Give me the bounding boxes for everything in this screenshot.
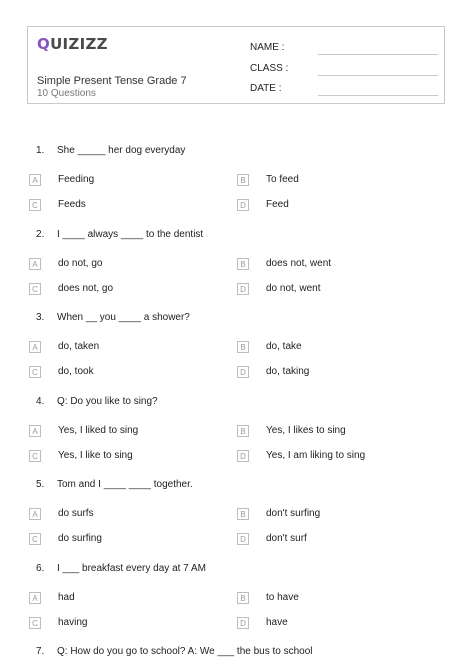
option-text: Yes, I liked to sing [58, 424, 139, 436]
option-letter-box[interactable]: C [29, 450, 41, 462]
option-text: do, take [266, 341, 302, 352]
option-text: do not, went [266, 282, 321, 294]
option-text: don't surf [266, 533, 307, 544]
question-text: When __ you ____ a shower? [57, 312, 190, 323]
option-letter-box[interactable]: A [29, 425, 41, 437]
option-letter-box[interactable]: C [29, 617, 41, 629]
question-number: 7. [36, 646, 45, 657]
option-text: Yes, I am liking to sing [266, 449, 366, 461]
logo-text: UIZIZZ [50, 35, 108, 53]
option-letter-box[interactable]: D [237, 199, 249, 211]
option-letter-box[interactable]: B [237, 425, 249, 437]
question-count: 10 Questions [37, 88, 96, 99]
option-text: had [58, 591, 75, 603]
question-number: 5. [36, 479, 45, 490]
option-letter-box[interactable]: D [237, 366, 249, 378]
question-number: 6. [36, 562, 45, 574]
option-text: do not, go [58, 257, 103, 269]
option-text: do surfing [58, 533, 102, 544]
option-letter-box[interactable]: C [29, 199, 41, 211]
name-line [318, 54, 438, 55]
option-letter-box[interactable]: A [29, 341, 41, 353]
option-text: Feeds [58, 199, 86, 210]
option-letter-box[interactable]: B [237, 508, 249, 520]
option-text: don't surfing [266, 508, 321, 519]
option-text: having [58, 616, 88, 628]
option-text: To feed [266, 174, 299, 185]
option-letter-box[interactable]: D [237, 450, 249, 462]
question-number: 3. [36, 312, 45, 323]
date-label: DATE : [250, 83, 282, 94]
option-text: Yes, I like to sing [58, 449, 133, 461]
option-letter-box[interactable]: B [237, 258, 249, 270]
question-text: She _____ her dog everyday [57, 145, 186, 156]
question-number: 1. [36, 145, 45, 156]
date-line [318, 95, 438, 96]
option-letter-box[interactable]: D [237, 533, 249, 545]
option-letter-box[interactable]: C [29, 533, 41, 545]
option-letter-box[interactable]: A [29, 592, 41, 604]
option-text: does not, went [266, 257, 332, 269]
option-text: Feeding [58, 174, 95, 185]
option-letter-box[interactable]: A [29, 174, 41, 186]
option-text: do, taking [266, 366, 310, 377]
name-label: NAME : [250, 42, 285, 53]
option-letter-box[interactable]: B [237, 592, 249, 604]
question-text: Q: Do you like to sing? [57, 395, 158, 407]
question-number: 2. [36, 228, 45, 240]
option-letter-box[interactable]: C [29, 283, 41, 295]
option-letter-box[interactable]: B [237, 174, 249, 186]
question-text: I ___ breakfast every day at 7 AM [57, 562, 206, 574]
option-text: does not, go [58, 282, 114, 294]
question-text: Q: How do you go to school? A: We ___ the bus to school [57, 646, 313, 657]
option-letter-box[interactable]: A [29, 258, 41, 270]
option-text: do, taken [58, 341, 100, 352]
option-text: do, took [58, 366, 94, 377]
question-text: I ____ always ____ to the dentist [57, 228, 204, 240]
class-line [318, 75, 438, 76]
logo-q-mark: Q [37, 35, 51, 53]
option-text: to have [266, 591, 299, 603]
quizizz-logo [37, 35, 108, 53]
option-text: do surfs [58, 508, 94, 519]
question-number: 4. [36, 395, 45, 407]
option-letter-box[interactable]: B [237, 341, 249, 353]
option-text: Feed [266, 199, 289, 210]
worksheet-title: Simple Present Tense Grade 7 [37, 75, 187, 87]
worksheet-header [27, 26, 445, 104]
option-text: have [266, 616, 288, 628]
option-letter-box[interactable]: D [237, 283, 249, 295]
option-letter-box[interactable]: A [29, 508, 41, 520]
option-letter-box[interactable]: D [237, 617, 249, 629]
class-label: CLASS : [250, 63, 289, 74]
question-text: Tom and I ____ ____ together. [57, 479, 193, 490]
option-letter-box[interactable]: C [29, 366, 41, 378]
option-text: Yes, I likes to sing [266, 424, 346, 436]
